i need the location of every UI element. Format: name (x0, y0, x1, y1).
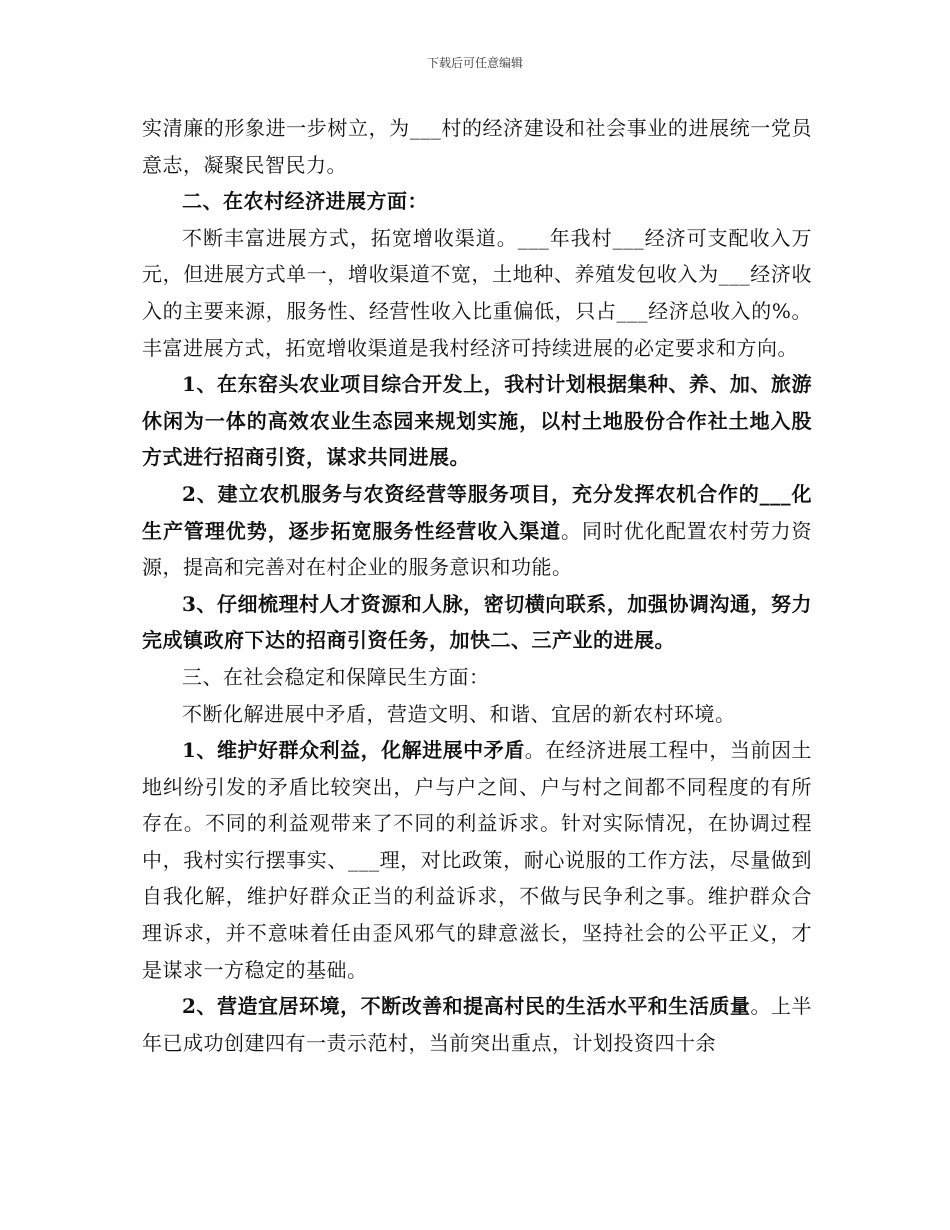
paragraph-8 (142, 988, 812, 1061)
paragraph-7 (142, 732, 812, 988)
paragraph-4 (142, 476, 812, 586)
paragraph-1: 实清廉的形象进一步树立，为___村的经济建设和社会事业的进展统一党员意志，凝聚民智民力。 (142, 116, 812, 177)
section-heading-2 (142, 183, 812, 220)
paragraph-4-rest: 。同时优化配置农村劳力资源，提高和完善对在村企业的服务意识和功能。 (142, 518, 813, 580)
document-body (142, 110, 812, 1061)
paragraph-8-rest: 。上半年已成功创建四有一责示范村，当前突出重点，计划投资四十余 (142, 994, 813, 1055)
section-heading-3: 三、在社会稳定和保障民生方面： (182, 664, 490, 689)
paragraph-4-bold: 2、建立农机服务与农资经营等服务项目，充分发挥农机合作的___化生产管理优势，逐步拓宽服务性经营收入渠道 (142, 481, 812, 543)
paragraph-2: 不断丰富进展方式，拓宽增收渠道。___年我村___经济可支配收入万元，但进展方式单一，增收渠道不宽，土地种、养殖发包收入为___经济收入的主要来源，服务性、经营性收入比重偏低，只占___经济总收入的%。丰富进展方式，拓宽增收渠道是我村经济可持续进展的必定要求和方向。 (142, 225, 812, 360)
section-heading-2-text: 二、在农村经济进展方面： (182, 189, 428, 214)
paragraph-8-bold: 2、营造宜居环境，不断改善和提高村民的生活水平和生活质量 (182, 994, 751, 1019)
paragraph-7-bold: 1、维护好群众利益，化解进展中矛盾 (182, 738, 525, 763)
paragraph-3 (142, 366, 812, 476)
page-header: 下载后可任意编辑 (426, 56, 523, 70)
paragraph-7-rest: 。在经济进展工程中，当前因土地纠纷引发的矛盾比较突出，户与户之间、户与村之间都不同程度的有所存在。不同的利益观带来了不同的利益诉求。针对实际情况，在协调过程中，我村实行摆事实、___理，对比政策，耐心说服的工作方法，尽量做到自我化解，维护好群众正当的利益诉求，不做与民争利之事。维护群众合理诉求，并不意味着任由歪风邪气的肆意滋长，坚持社会的公平正义，才是谋求一方稳定的基础。 (142, 738, 813, 982)
paragraph-6: 不断化解进展中矛盾，营造文明、和谐、宜居的新农村环境。 (182, 701, 736, 726)
paragraph-3-bold: 1、在东窑头农业项目综合开发上，我村计划根据集种、养、加、旅游休闲为一体的高效农业生态园来规划实施，以村土地股份合作社土地入股方式进行招商引资，谋求共同进展。 (142, 372, 812, 470)
paragraph-5 (142, 586, 812, 659)
paragraph-5-bold: 3、仔细梳理村人才资源和人脉，密切横向联系，加强协调沟通，努力完成镇政府下达的招商引资任务，加快二、三产业的进展。 (142, 591, 812, 653)
